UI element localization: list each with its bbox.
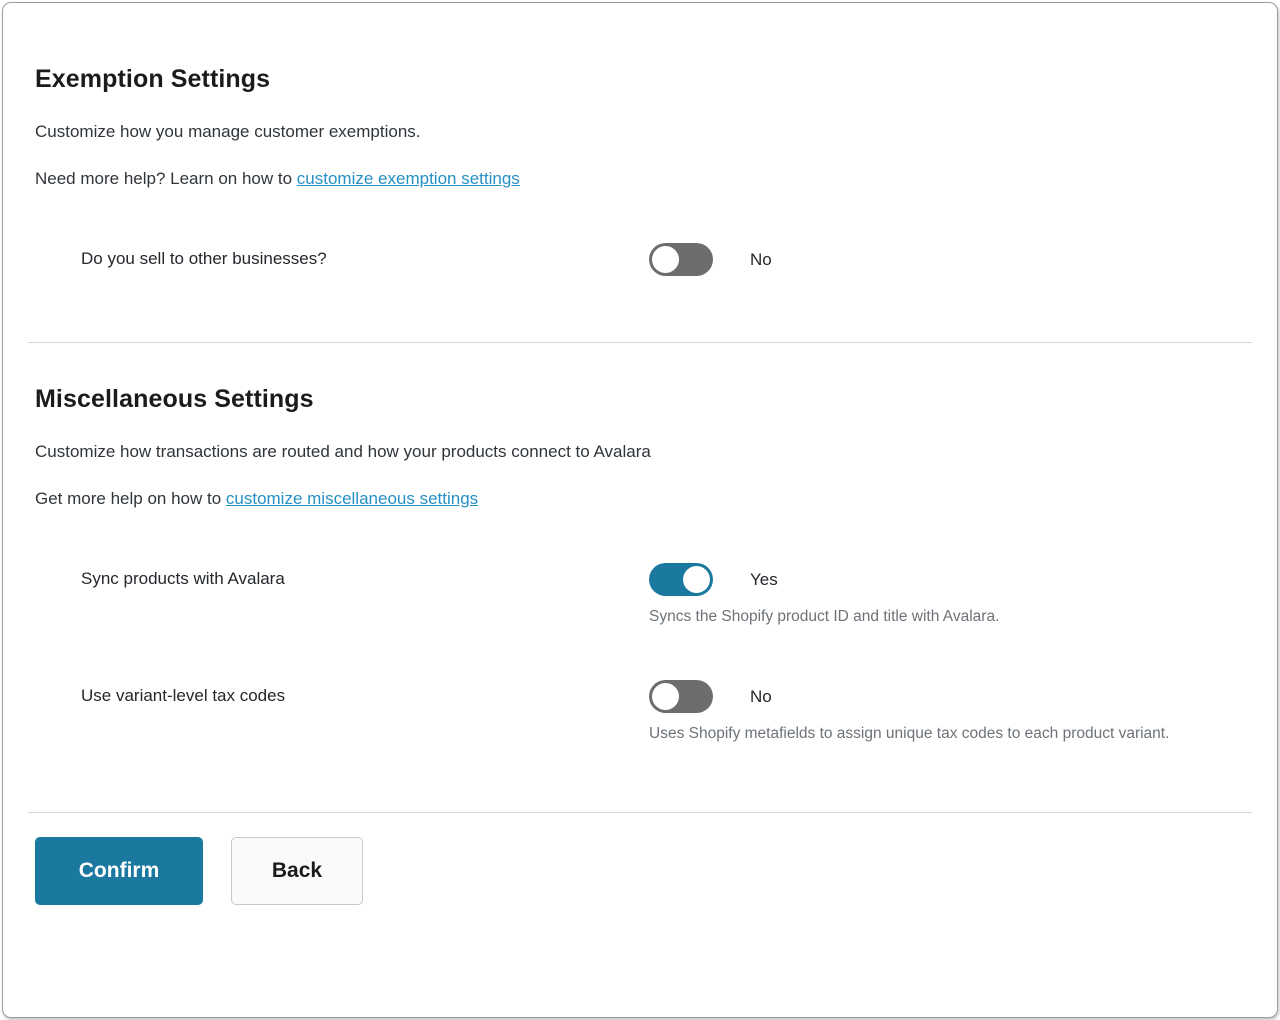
confirm-button[interactable]: Confirm (35, 837, 203, 905)
settings-card (2, 2, 1278, 1018)
sell-to-businesses-label: Do you sell to other businesses? (81, 249, 327, 268)
section-divider (28, 342, 1252, 343)
back-button[interactable]: Back (231, 837, 363, 905)
sync-products-toggle[interactable] (649, 563, 713, 596)
footer-actions (35, 837, 1245, 905)
toggle-knob (683, 566, 710, 593)
exemption-settings-title: Exemption Settings (35, 65, 271, 93)
miscellaneous-settings-description: Customize how transactions are routed and how your products connect to Avalara (35, 442, 651, 461)
miscellaneous-help-prefix: Get more help on how to (35, 489, 226, 508)
variant-tax-codes-row (35, 680, 1245, 743)
footer-divider (28, 812, 1252, 813)
sell-to-businesses-toggle[interactable] (649, 243, 713, 276)
sync-products-label: Sync products with Avalara (81, 569, 285, 588)
toggle-knob (652, 683, 679, 710)
sync-products-helper-text: Syncs the Shopify product ID and title with Avalara. (649, 608, 1000, 625)
miscellaneous-help-text (35, 489, 1245, 509)
exemption-settings-description: Customize how you manage customer exemptions. (35, 122, 421, 141)
sync-products-row (35, 563, 1245, 626)
sell-to-businesses-state-label: No (750, 249, 772, 269)
exemption-help-text (35, 169, 1245, 189)
variant-tax-codes-toggle[interactable] (649, 680, 713, 713)
variant-tax-codes-helper-text: Uses Shopify metafields to assign unique tax codes to each product variant. (649, 725, 1170, 742)
variant-tax-codes-label: Use variant-level tax codes (81, 686, 286, 705)
variant-tax-codes-state-label: No (750, 686, 772, 706)
customize-miscellaneous-settings-link[interactable]: customize miscellaneous settings (225, 489, 479, 508)
toggle-knob (652, 246, 679, 273)
exemption-help-prefix: Need more help? Learn on how to (35, 169, 297, 188)
sync-products-state-label: Yes (750, 569, 778, 589)
sell-to-businesses-row (35, 243, 1245, 276)
customize-exemption-settings-link[interactable]: customize exemption settings (296, 169, 520, 188)
miscellaneous-settings-title: Miscellaneous Settings (35, 385, 314, 413)
